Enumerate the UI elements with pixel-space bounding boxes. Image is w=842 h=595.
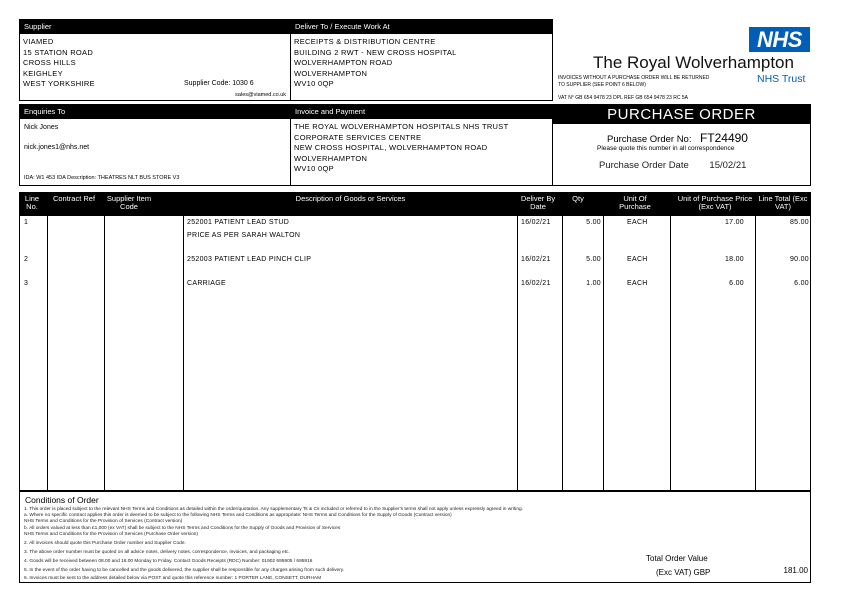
condition-line: 6. Invoices must be sent to the address detailed below via POST and quote this reference number: 1 PORTER LANE, CONSETT, DURHAM bbox=[24, 576, 322, 581]
col-description: Description of Goods or Services bbox=[295, 194, 406, 203]
trust-name: The Royal Wolverhampton bbox=[593, 53, 794, 72]
deliver-address bbox=[294, 37, 457, 90]
col-line-no: Line No. bbox=[24, 194, 40, 211]
item-deliver-date: 16/02/21 bbox=[521, 256, 551, 263]
col-line-total: Line Total (Exc VAT) bbox=[758, 194, 808, 211]
invoice-note-2: TO SUPPLIER (SEE POINT 6 BELOW) bbox=[558, 82, 646, 88]
col-divider bbox=[517, 192, 518, 491]
supplier-line: CROSS HILLS bbox=[23, 58, 76, 67]
col-divider bbox=[562, 192, 563, 491]
col-deliver-by: Deliver By Date bbox=[520, 194, 556, 211]
item-unit-price: 6.00 bbox=[729, 280, 744, 287]
item-line-total: 90.00 bbox=[789, 256, 809, 263]
item-deliver-date: 16/02/21 bbox=[521, 219, 551, 226]
item-unit: EACH bbox=[627, 219, 648, 226]
item-unit: EACH bbox=[627, 256, 648, 263]
purchase-order-box bbox=[552, 104, 811, 186]
po-quote-note: Please quote this number in all correspondence bbox=[597, 145, 735, 152]
supplier-email: sales@viamed.co.uk bbox=[235, 92, 286, 98]
deliver-line: RECEIPTS & DISTRIBUTION CENTRE bbox=[294, 37, 436, 46]
ida-line: IDA: W1 453 IDA Description: THEATRES NLT BUS STORE V3 bbox=[24, 175, 180, 181]
total-label-1: Total Order Value bbox=[646, 554, 708, 563]
item-deliver-date: 16/02/21 bbox=[521, 280, 551, 287]
po-date-label: Purchase Order Date bbox=[599, 160, 689, 171]
condition-line: b. All orders valued at less than £1,000 (ex VAT) shall be subject to the NHS Terms and Conditions for the Supply of Goods and Provision of Services bbox=[24, 526, 341, 531]
item-qty: 1.00 bbox=[586, 280, 601, 287]
col-unit: Unit Of Purchase bbox=[619, 194, 651, 211]
deliver-line: WOLVERHAMPTON ROAD bbox=[294, 58, 393, 67]
deliver-line: BUILDING 2 RWT - NEW CROSS HOSPITAL bbox=[294, 47, 457, 57]
items-table bbox=[19, 192, 811, 491]
col-divider bbox=[183, 192, 184, 491]
enquiries-header: Enquiries To bbox=[20, 105, 290, 119]
item-line-total: 6.00 bbox=[794, 280, 809, 287]
condition-line: a. Where no specific contract applies this order is deemed to be subject to the following NHS Terms and Conditions as appropriate: NHS Terms and Conditions for the Supply of Goods (Contract version) bbox=[24, 513, 452, 518]
enquiries-name: Nick Jones bbox=[24, 124, 59, 131]
item-line-no: 2 bbox=[24, 256, 29, 263]
col-divider bbox=[603, 192, 604, 491]
supplier-header: Supplier bbox=[20, 20, 290, 34]
enquiries-box bbox=[19, 104, 291, 186]
item-description: 252001 PATIENT LEAD STUD bbox=[187, 219, 290, 226]
invoice-header: Invoice and Payment bbox=[291, 105, 552, 119]
condition-line: NHS Terms and Conditions for the Provision of Services (Contract version) bbox=[24, 519, 183, 524]
supplier-line: VIAMED bbox=[23, 37, 54, 46]
col-unit-price: Unit of Purchase Price (Exc VAT) bbox=[677, 194, 753, 211]
deliver-header: Deliver To / Execute Work At bbox=[291, 20, 552, 34]
invoice-line: THE ROYAL WOLVERHAMPTON HOSPITALS NHS TRUST bbox=[294, 122, 509, 131]
invoice-line: NEW CROSS HOSPITAL, WOLVERHAMPTON ROAD bbox=[294, 143, 488, 152]
col-contract-ref: Contract Ref bbox=[52, 194, 96, 203]
condition-line: 4. Goods will be received between 08.00 and 16.00 Monday to Friday. Contact Goods Receipts (RDC) Number: 01902 695905 / 695916 bbox=[24, 559, 313, 564]
condition-line: 1. This order is placed subject to the relevant NHS Terms and Conditions as detailed within the order/quotation. Any supplementary Ts & Cs included or referred to in the Supplier's terms shall not apply unless expressly agreed in writing. bbox=[24, 507, 523, 512]
supplier-code: Supplier Code: 1030 6 bbox=[184, 80, 254, 87]
supplier-address bbox=[23, 37, 95, 90]
po-date: 15/02/21 bbox=[709, 160, 747, 171]
item-qty: 5.00 bbox=[586, 256, 601, 263]
invoice-box bbox=[290, 104, 553, 186]
item-line-total: 85.00 bbox=[789, 219, 809, 226]
deliver-line: WV10 0QP bbox=[294, 79, 334, 88]
condition-line: NHS Terms and Conditions for the Provision of Services (Purchase Order version) bbox=[24, 532, 199, 537]
item-description-note: PRICE AS PER SARAH WALTON bbox=[187, 232, 301, 239]
po-title: PURCHASE ORDER bbox=[553, 105, 810, 124]
item-unit-price: 17.00 bbox=[724, 219, 744, 226]
col-divider bbox=[670, 192, 671, 491]
enquiries-email: nick.jones1@nhs.net bbox=[24, 144, 90, 151]
po-number-label: Purchase Order No: bbox=[607, 134, 692, 145]
item-description: 252003 PATIENT LEAD PINCH CLIP bbox=[187, 256, 312, 263]
col-divider bbox=[104, 192, 105, 491]
invoice-note-1: INVOICES WITHOUT A PURCHASE ORDER WILL BE RETURNED bbox=[558, 75, 710, 81]
vat-number: VAT N° GB 654 9478 23 DPL REF GB 654 9478 23 RC 5A bbox=[558, 95, 688, 101]
deliver-line: WOLVERHAMPTON bbox=[294, 68, 368, 78]
nhs-logo: NHS bbox=[749, 27, 810, 52]
condition-line: 5. In the event of the order having to be cancelled and the goods delivered, the supplier shall be responsible for any charges arising from such delivery. bbox=[24, 568, 345, 573]
supplier-box bbox=[19, 19, 291, 101]
item-line-no: 3 bbox=[24, 280, 29, 287]
col-supplier-item-code: Supplier Item Code bbox=[106, 194, 152, 211]
total-value: 181.00 bbox=[783, 566, 808, 575]
po-number: FT24490 bbox=[699, 131, 748, 145]
item-qty: 5.00 bbox=[586, 219, 601, 226]
supplier-line: WEST YORKSHIRE bbox=[23, 79, 95, 88]
col-qty: Qty bbox=[572, 194, 584, 203]
item-unit: EACH bbox=[627, 280, 648, 287]
item-unit-price: 18.00 bbox=[724, 256, 744, 263]
invoice-line: WOLVERHAMPTON bbox=[294, 153, 368, 163]
condition-line: 2. All invoices should quote this Purchase Order number and Supplier Code. bbox=[24, 541, 186, 546]
supplier-line: KEIGHLEY bbox=[23, 68, 63, 78]
invoice-line: WV10 0QP bbox=[294, 164, 334, 173]
deliver-box bbox=[290, 19, 553, 101]
col-divider bbox=[47, 192, 48, 491]
condition-line: 3. The above order number must be quoted on all advice notes, delivery notes, correspondence, invoices, and packaging etc. bbox=[24, 550, 290, 555]
trust-subtitle: NHS Trust bbox=[757, 73, 806, 85]
supplier-line: 15 STATION ROAD bbox=[23, 47, 94, 57]
item-line-no: 1 bbox=[24, 219, 29, 226]
invoice-line: CORPORATE SERVICES CENTRE bbox=[294, 132, 422, 142]
col-divider bbox=[755, 192, 756, 491]
invoice-address bbox=[294, 122, 508, 175]
item-description: CARRIAGE bbox=[187, 280, 226, 287]
total-label-2: (Exc VAT) GBP bbox=[656, 568, 711, 577]
po-date-row bbox=[599, 160, 746, 171]
conditions-title: Conditions of Order bbox=[25, 495, 99, 505]
